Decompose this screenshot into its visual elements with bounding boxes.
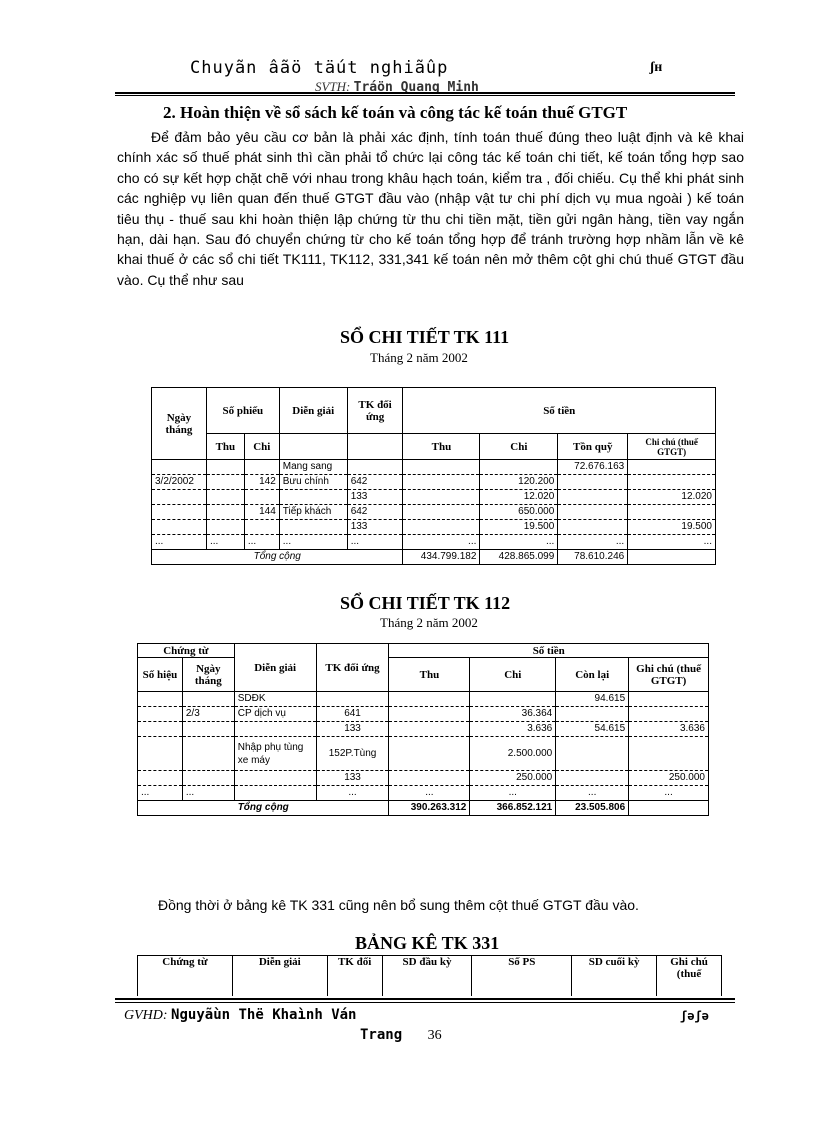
table-row: Nhập phụ tùng xe máy 152P.Tùng 2.500.000 <box>138 737 709 771</box>
header-ornament-icon: ʃн <box>650 60 663 75</box>
ledger-table-tk111 <box>151 387 716 565</box>
table-total-row: Tổng cộng 434.799.182 428.865.099 78.610.246 <box>152 550 716 565</box>
col-chi-phieu: Chi <box>244 434 279 460</box>
footer-rule-thin <box>115 1002 735 1003</box>
col-sd-cuoi-ky: SD cuối kỳ <box>572 956 657 996</box>
col-chi: Chi <box>470 658 556 692</box>
col-dien-giai: Diễn giải <box>232 956 327 996</box>
col-thu-phieu: Thu <box>206 434 244 460</box>
footer-ornament-icon: ʃəʃə <box>680 1009 709 1023</box>
col-ngay-thang: Ngày tháng <box>182 658 234 692</box>
table-row: 133 3.636 54.615 3.636 <box>138 722 709 737</box>
author-label: SVTH: <box>315 79 351 94</box>
col-tk-doi: TK đối <box>327 956 382 996</box>
col-so-hieu: Số hiệu <box>138 658 183 692</box>
col-so-ps: Số PS <box>472 956 572 996</box>
table1-title: SỔ CHI TIẾT TK 111 <box>340 327 510 347</box>
table-row: 133 250.000 250.000 <box>138 771 709 786</box>
col-dien-giai: Diễn giải <box>279 388 347 434</box>
document-header-title: Chuyãn âãö täút nghiãûp <box>190 58 449 78</box>
col-thu: Thu <box>403 434 480 460</box>
col-so-tien: Số tiền <box>389 644 709 658</box>
col-sd-dau-ky: SD đầu kỳ <box>382 956 472 996</box>
table-row: SDĐK 94.615 <box>138 692 709 707</box>
page-value: 36 <box>427 1028 442 1043</box>
total-label: Tổng cộng <box>152 550 403 565</box>
footer-supervisor <box>124 1007 356 1024</box>
table1-subtitle: Tháng 2 năm 2002 <box>370 350 468 365</box>
col-ghi-chu: Ghi chú (thuế <box>657 956 722 996</box>
author-name: Tráön Quang Minh <box>353 80 479 95</box>
table-row: ... ... ... ... ... ... ... <box>138 786 709 801</box>
header-rule-thin <box>115 95 735 96</box>
col-ghi-chu: Ghi chú (thuế GTGT) <box>629 658 709 692</box>
header-rule <box>115 92 735 94</box>
page-number <box>360 1027 442 1044</box>
col-tk-doi-ung: TK đối ứng <box>347 388 403 434</box>
ledger-table-tk331 <box>137 955 722 996</box>
closing-text: Đồng thời ở bảng kê TK 331 cũng nên bổ sung thêm cột thuế GTGT đầu vào. <box>158 897 639 913</box>
table-row: 133 19.500 19.500 <box>152 520 716 535</box>
section-title: 2. Hoàn thiện về sổ sách kế toán và công tác kế toán thuế GTGT <box>163 103 628 122</box>
gvhd-label: GVHD: <box>124 1008 168 1023</box>
col-chi: Chi <box>480 434 558 460</box>
page-label: Trang <box>360 1027 403 1043</box>
table-row: 3/2/2002 142 Bưu chính 642 120.200 <box>152 475 716 490</box>
col-con-lai: Còn lại <box>556 658 629 692</box>
col-so-tien: Số tiền <box>403 388 716 434</box>
table2-title: SỔ CHI TIẾT TK 112 <box>340 593 511 613</box>
col-thu: Thu <box>389 658 470 692</box>
table2-subtitle: Tháng 2 năm 2002 <box>380 615 478 630</box>
section-paragraph: Để đảm bảo yêu cầu cơ bản là phải xác định, tính toán thuế đúng theo luật định và kê khai chính xác số thuế phát sinh thì cần phải tổ chức lại công tác kế toán chi tiết, kế toán tổng hợp sao cho có sự kết hợp chặt chẽ với nhau trong khâu hạch toán, kiểm tra , đối chiếu. Cụ thể khi phát sinh các nghiệp vụ liên quan đến thuế GTGT đầu vào (nhập vật tư chi phí dịch vụ mua ngoài ) kế toán tiêu thụ - thuế sau khi hoàn thiện lập chứng từ thu chi tiền mặt, tiền gửi ngân hàng, tiền vay ngắn hạn, dài hạn. Sau đó chuyển chứng từ cho kế toán tổng hợp để tránh trường hợp nhầm lẫn về kê khai thuế ở các sổ chi tiết TK111, TK112, 331,341 kế toán nên mở thêm cột ghi chú thuế GTGT đầu vào. Cụ thể như sau <box>117 129 744 288</box>
col-ghi-chu: Chi chú (thuế GTGT) <box>628 434 716 460</box>
table-row: Mang sang 72.676.163 <box>152 460 716 475</box>
table3-title: BẢNG KÊ TK 331 <box>355 933 500 953</box>
table-total-row: Tổng cộng 390.263.312 366.852.121 23.505.806 <box>138 801 709 816</box>
col-so-phieu: Số phiếu <box>206 388 279 434</box>
col-dien-giai: Diễn giải <box>234 644 316 692</box>
col-ton-quy: Tồn quỹ <box>558 434 628 460</box>
gvhd-name: Nguyãùn Thë Khaình Ván <box>171 1007 357 1023</box>
col-chung-tu: Chứng từ <box>138 956 233 996</box>
table-row: ... ... ... ... ... ... ... ... ... <box>152 535 716 550</box>
table-row: 133 12.020 12.020 <box>152 490 716 505</box>
col-tk-sub <box>347 434 403 460</box>
col-ngay-thang: Ngày tháng <box>152 388 207 460</box>
total-label: Tổng cộng <box>138 801 389 816</box>
table-row: 2/3 CP dịch vụ 641 36.364 <box>138 707 709 722</box>
ledger-table-tk112 <box>137 643 709 816</box>
col-chung-tu: Chứng từ <box>138 644 235 658</box>
table-row: 144 Tiếp khách 642 650.000 <box>152 505 716 520</box>
col-dien-giai-sub <box>279 434 347 460</box>
col-tk-doi-ung: TK đối ứng <box>316 644 389 692</box>
footer-rule <box>115 998 735 1000</box>
